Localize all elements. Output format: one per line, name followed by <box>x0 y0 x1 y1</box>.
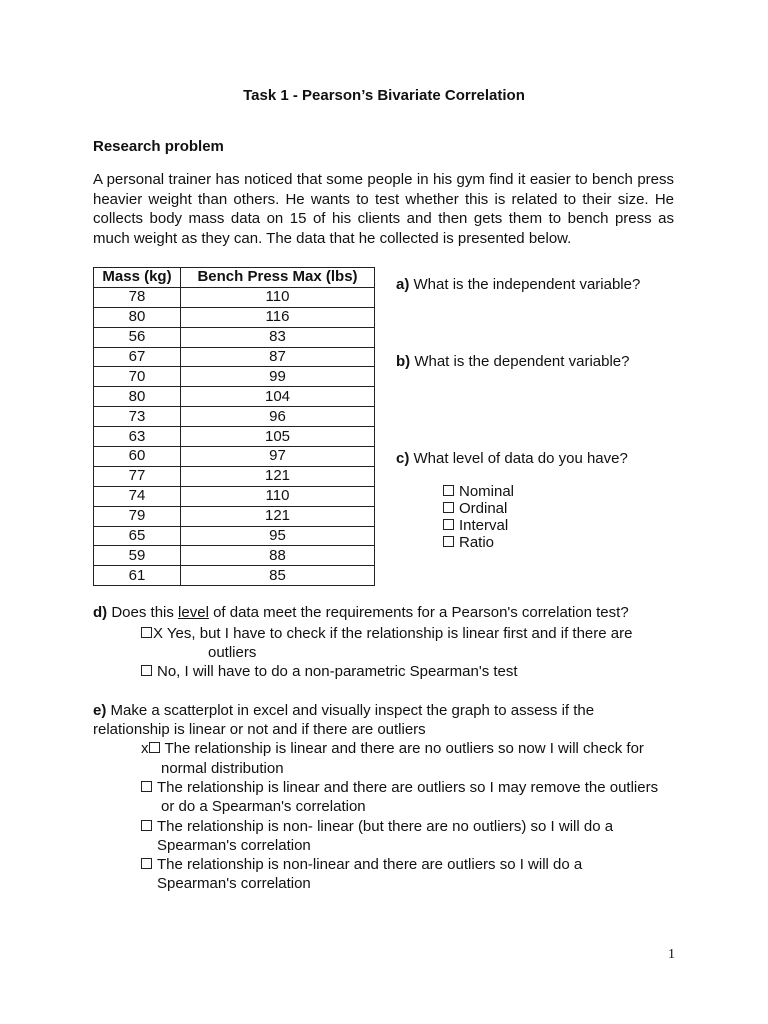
mass-cell: 77 <box>94 466 181 486</box>
question-a-label: a) <box>396 276 410 293</box>
mass-cell: 80 <box>94 387 181 407</box>
question-a <box>396 276 640 293</box>
data-table <box>93 267 375 586</box>
checked-mark: X <box>153 625 164 642</box>
table-row <box>94 347 375 367</box>
question-b-text: What is the dependent variable? <box>410 353 630 370</box>
option-e-1[interactable] <box>141 740 644 757</box>
table-row <box>94 307 375 327</box>
option-e-3-cont <box>157 837 311 854</box>
table-header-row <box>94 268 375 288</box>
question-b <box>396 353 629 370</box>
page-number: 1 <box>668 947 675 962</box>
bench-cell: 88 <box>181 546 375 566</box>
question-c-text: What level of data do you have? <box>409 450 628 467</box>
question-d-underlined: level <box>178 604 209 621</box>
question-b-label: b) <box>396 353 411 370</box>
option-nominal[interactable] <box>443 483 514 500</box>
question-d-text-pre: Does this <box>107 604 179 621</box>
mass-cell: 56 <box>94 327 181 347</box>
checkbox-icon[interactable] <box>443 519 454 530</box>
option-label: Interval <box>459 517 509 534</box>
table-row <box>94 327 375 347</box>
table-row <box>94 427 375 447</box>
table-row <box>94 387 375 407</box>
table-row <box>94 407 375 427</box>
bench-cell: 96 <box>181 407 375 427</box>
checkbox-icon[interactable] <box>141 820 152 831</box>
option-ordinal[interactable] <box>443 500 507 517</box>
mass-cell: 74 <box>94 486 181 506</box>
mass-cell: 73 <box>94 407 181 427</box>
table-row <box>94 367 375 387</box>
mass-cell: 67 <box>94 347 181 367</box>
table-row <box>94 466 375 486</box>
option-d-no[interactable] <box>141 663 518 680</box>
mass-cell: 61 <box>94 566 181 586</box>
question-a-text: What is the independent variable? <box>409 276 641 293</box>
mass-cell: 79 <box>94 506 181 526</box>
option-text: The relationship is linear and there are no outliers so now I will check for <box>164 740 644 757</box>
option-text: Spearman's correlation <box>157 837 311 854</box>
checkbox-icon[interactable] <box>149 742 160 753</box>
mass-cell: 59 <box>94 546 181 566</box>
page-title: Task 1 - Pearson’s Bivariate Correlation <box>243 87 525 104</box>
option-e-2-cont <box>161 798 366 815</box>
bench-cell: 99 <box>181 367 375 387</box>
option-text: The relationship is linear and there are outliers so I may remove the outliers <box>157 779 659 796</box>
bench-cell: 83 <box>181 327 375 347</box>
question-e-cont <box>93 721 426 738</box>
option-label: Ordinal <box>459 500 508 517</box>
mass-cell: 78 <box>94 287 181 307</box>
question-d <box>93 604 629 621</box>
option-text: outliers <box>208 644 257 661</box>
checkbox-icon[interactable] <box>443 536 454 547</box>
option-e-3[interactable] <box>141 818 613 835</box>
bench-cell: 104 <box>181 387 375 407</box>
paragraph-text: A personal trainer has noticed that some people in his gym find it easier to bench press heavier weight than others. He wants to test whether this is related to their size. He collects body mass data on 15 of his clients and then gets them to bench press as much weight as they can. The data that he collected is presented below. <box>93 171 674 247</box>
option-text: Yes, but I have to check if the relationship is linear first and if there are <box>166 625 633 642</box>
option-text: Spearman's correlation <box>157 875 311 892</box>
column-header-mass: Mass (kg) <box>94 268 181 288</box>
option-text: or do a Spearman's correlation <box>161 798 366 815</box>
bench-cell: 95 <box>181 526 375 546</box>
mass-cell: 60 <box>94 447 181 467</box>
checkbox-icon[interactable] <box>141 665 152 676</box>
table-row <box>94 546 375 566</box>
mass-cell: 80 <box>94 307 181 327</box>
option-text: No, I will have to do a non-parametric Spearman's test <box>157 663 518 680</box>
option-interval[interactable] <box>443 517 508 534</box>
table-row <box>94 447 375 467</box>
mass-cell: 63 <box>94 427 181 447</box>
option-e-4[interactable] <box>141 856 582 873</box>
bench-cell: 110 <box>181 486 375 506</box>
bench-cell: 121 <box>181 466 375 486</box>
checkbox-icon[interactable] <box>443 485 454 496</box>
option-ratio[interactable] <box>443 534 494 551</box>
question-d-label: d) <box>93 604 108 621</box>
option-text: The relationship is non- linear (but there are no outliers) so I will do a <box>157 818 614 835</box>
table-row <box>94 506 375 526</box>
column-header-bench: Bench Press Max (lbs) <box>181 268 375 288</box>
option-d-yes[interactable] <box>141 625 632 642</box>
bench-cell: 97 <box>181 447 375 467</box>
checkbox-icon[interactable] <box>141 627 152 638</box>
bench-cell: 110 <box>181 287 375 307</box>
mass-cell: 65 <box>94 526 181 546</box>
section-heading: Research problem <box>93 138 224 155</box>
question-c <box>396 450 628 467</box>
table-row <box>94 566 375 586</box>
mass-cell: 70 <box>94 367 181 387</box>
bench-cell: 105 <box>181 427 375 447</box>
bench-cell: 87 <box>181 347 375 367</box>
option-e-1-cont <box>161 760 284 777</box>
question-e-text: relationship is linear or not and if there are outliers <box>93 721 426 738</box>
option-label: Ratio <box>459 534 495 551</box>
checkbox-icon[interactable] <box>141 781 152 792</box>
question-c-label: c) <box>396 450 410 467</box>
option-e-4-cont <box>157 875 311 892</box>
checkbox-icon[interactable] <box>443 502 454 513</box>
question-e-text: Make a scatterplot in excel and visually inspect the graph to assess if the <box>106 702 595 719</box>
table-row <box>94 287 375 307</box>
option-e-2[interactable] <box>141 779 658 796</box>
question-d-text-post: of data meet the requirements for a Pearson's correlation test? <box>208 604 629 621</box>
checkbox-icon[interactable] <box>141 858 152 869</box>
option-label: Nominal <box>459 483 515 500</box>
option-d-yes-cont <box>208 644 256 661</box>
bench-cell: 121 <box>181 506 375 526</box>
option-text: The relationship is non-linear and there are outliers so I will do a <box>157 856 583 873</box>
option-text: normal distribution <box>161 760 284 777</box>
bench-cell: 85 <box>181 566 375 586</box>
checked-mark: x <box>141 740 149 757</box>
question-e <box>93 702 594 719</box>
research-paragraph <box>93 170 674 248</box>
table-row <box>94 526 375 546</box>
question-e-label: e) <box>93 702 107 719</box>
bench-cell: 116 <box>181 307 375 327</box>
table-row <box>94 486 375 506</box>
